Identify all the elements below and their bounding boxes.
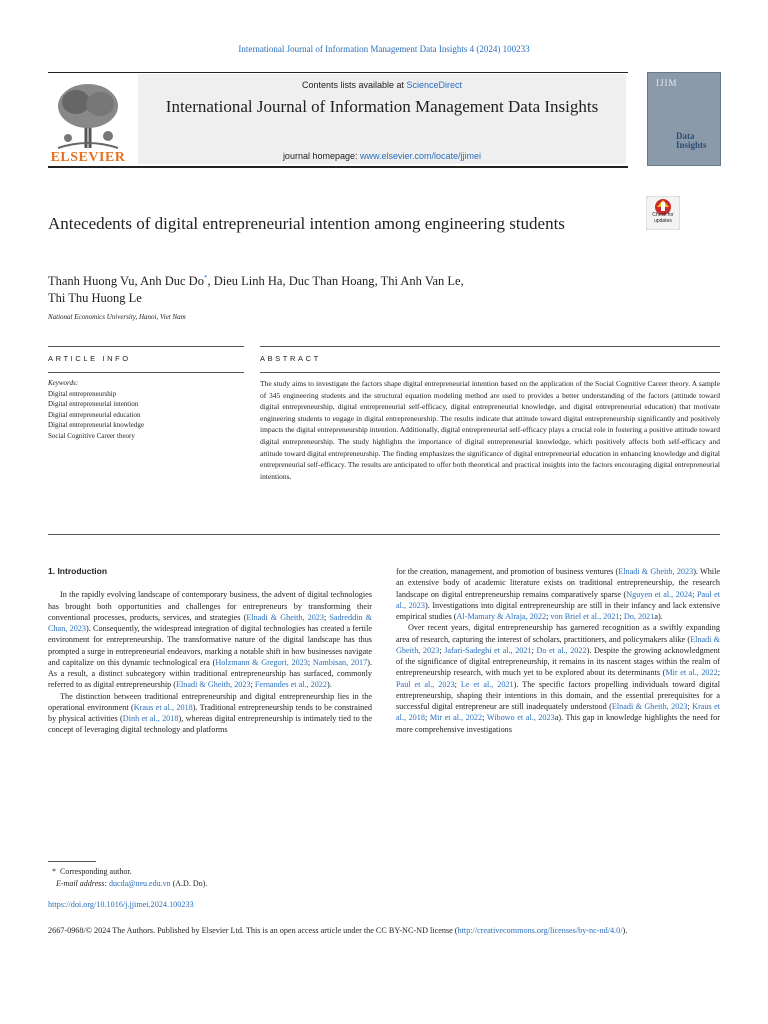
author-2[interactable]: Anh Duc Do: [140, 274, 204, 289]
doi-link[interactable]: https://doi.org/10.1016/j.jjimei.2024.100233: [48, 900, 194, 909]
citation-link[interactable]: Mir et al., 2022: [429, 713, 483, 723]
abstract-text: The study aims to investigate the factors shape digital entrepreneurial intention based on the application of the Social Cognitive Career theory. A sample of 345 engineering students and the structural equation modeling method are used to provides a better understanding of the factors (attitude toward digital entrepreneurship, digital entrepreneurial self-efficacy, digital entrepreneurial knowledge, and digital entrepreneurial education) that motivate engineering students to engage in digital entrepreneurship. The results indicate that attitude toward digital entrepreneurship significantly and positively impacts the digital entrepreneurship intention. Additionally, digital entrepreneurial self-efficacy plays a crucial role in fostering a positive attitude toward digital entrepreneurship. The study highlights the importance of digital entrepreneurial knowledge, which positively affects both self-efficacy and attitude toward digital entrepreneurship. The finding emphasizes the significance of digital entrepreneurial education in enhancing knowledge and digital entrepreneurial self-efficacy. The results are anticipated to offer both theoretical and practical insights into the factors encouraging digital entrepreneurial intentions.: [260, 379, 720, 481]
intro-paragraph-3: Over recent years, digital entrepreneurship has garnered recognition as a swiftly expanding area of research, capturing the interest of scholars, practitioners, and policymakers alike (Elnadi & Gheith, 2023; Jafari-Sadeghi et al., 2021; Do et al., 2022). Despite the growing acknowledgment of the significance of digital entrepreneurship, it remains in its nascent stages within the realm of entrepreneurship research, with much yet to be explored about its determinants (Mir et al., 2022; Paul et al., 2023; Le et al., 2021). The specific factors propelling individuals toward digital entrepreneurship, shaping their intentions in this domain, and the essential prerequisites for a successful digital entrepreneur are still inadequately understood (Elnadi & Gheith, 2023; Kraus et al., 2018; Mir et al., 2022; Wibowo et al., 2023a). This gap in knowledge highlights the need for more comprehensive investigations: [396, 623, 721, 734]
citation-link[interactable]: Paul et al., 2023: [396, 679, 455, 689]
citation-link[interactable]: Elnadi & Gheith, 2023: [618, 567, 694, 576]
keyword-item: Digital entrepreneurial intention: [48, 400, 139, 408]
journal-title: International Journal of Information Management Data Insights: [165, 97, 599, 116]
citation-link[interactable]: Elnadi & Gheith, 2023: [396, 634, 720, 655]
abstract-mid-rule: [260, 372, 720, 373]
citation-link[interactable]: Nguyen et al., 2024: [626, 589, 693, 599]
license-link[interactable]: http://creativecommons.org/licenses/by-nc-nd/4.0/: [457, 926, 623, 935]
author-5: Thi Anh Van Le: [380, 274, 461, 289]
license-text: 2667-0968/© 2024 The Authors. Published by Elsevier Ltd. This is an open access article under the CC BY-NC-ND license (: [48, 926, 458, 935]
keyword-item: Digital entrepreneurship: [48, 389, 117, 398]
contents-prefix: Contents lists available at: [301, 80, 407, 90]
email-suffix: (A.D. Do).: [170, 878, 208, 888]
article-info-mid-rule: [48, 372, 244, 373]
citation-link[interactable]: Paul et al., 2023: [396, 589, 721, 610]
citation-link[interactable]: Kraus et al., 2018: [133, 702, 193, 712]
intro-paragraph-1: In the rapidly evolving landscape of contemporary business, the advent of digital technologies has brought both opportunities and challenges for entrepreneurs by transforming their conventional processes, products, services, and strategies (Elnadi & Gheith, 2023; Sadreddin & Chan, 2023). Consequently, the widespread integration of digital technologies has created a fertile environment for entrepreneurship. The transformative nature of the digital landscape has thus prompted a surge in entrepreneurial endeavors, marking a notable shift in how businesses navigate and capitalize on this dynamic technological era (Holzmann & Gregori, 2023; Nambisan, 2017). As a result, a distinct subcategory within traditional entrepreneurship has surfaced, commonly referred to as digital entrepreneurship (Elnadi & Gheith, 2023; Fernandes et al., 2022).: [48, 590, 373, 690]
affiliation: National Economics University, Hanoi, Viet Nam: [48, 313, 186, 321]
citation-link[interactable]: Al-Mamary & Alraja, 2022: [456, 612, 547, 621]
email-note: [48, 878, 207, 890]
body-column-left: [48, 566, 372, 736]
keyword-item: Digital entrepreneurial education: [48, 410, 141, 419]
author-3: Dieu Linh Ha: [213, 274, 283, 289]
elsevier-wordmark: ELSEVIER: [50, 150, 126, 165]
citation-link[interactable]: Le et al., 2021: [460, 679, 514, 689]
citation-link[interactable]: Elnadi & Gheith, 2023: [611, 702, 688, 711]
license-statement: [48, 925, 720, 937]
cover-title-line1: Data: [676, 131, 695, 141]
banner-bottom-rule: [48, 166, 628, 168]
abstract-bottom-rule: [48, 534, 720, 535]
email-link[interactable]: ducda@neu.edu.vn: [109, 878, 171, 888]
citation-link[interactable]: Do, 2021: [623, 612, 655, 621]
running-head[interactable]: International Journal of Information Management Data Insights 4 (2024) 100233: [238, 44, 530, 54]
sciencedirect-link[interactable]: ScienceDirect: [406, 80, 463, 90]
crossmark-line1: Check for: [652, 212, 674, 218]
citation-link[interactable]: Elnadi & Gheith, 2023: [246, 612, 324, 622]
footnote-rule: [48, 861, 96, 862]
footnote: [48, 866, 207, 889]
citation-link[interactable]: Jafari-Sadeghi et al., 2021: [444, 645, 532, 655]
keywords-label: Keywords:: [48, 379, 79, 387]
intro-paragraph-continued: for the creation, management, and promotion of business ventures (Elnadi & Gheith, 2023). While an extensive body of academic literature exists on traditional entrepreneurship, the research landscape on digital entrepreneurship remains comparatively sparse (Nguyen et al., 2024; Paul et al., 2023). Investigations into digital entrepreneurship are still in their infancy and lack extensive empirical studies (Al-Mamary & Alraja, 2022; von Briel et al., 2021; Do, 2021a).: [396, 567, 721, 621]
section-heading-introduction: 1. Introduction: [48, 566, 108, 576]
citation-link[interactable]: Dinh et al., 2018: [122, 714, 179, 723]
contents-available-line: [138, 80, 626, 90]
corresponding-author-note: [48, 866, 207, 878]
corresponding-author-mark[interactable]: *: [203, 274, 208, 282]
body-column-right: [396, 566, 720, 735]
license-suffix: ).: [622, 926, 628, 935]
check-for-updates-label: [646, 213, 680, 224]
intro-paragraph-2: The distinction between traditional entrepreneurship and digital entrepreneurship lies in the operational environment (Kraus et al., 2018). Traditional entrepreneurship tends to be constrained by physical activities (Dinh et al., 2018), whereas digital entrepreneurship is intimately tied to the concept of leveraging digital technology and platforms: [48, 691, 373, 735]
article-info-heading: ARTICLE INFO: [48, 354, 131, 363]
homepage-prefix: journal homepage:: [282, 151, 360, 161]
cover-acronym: IJIM: [656, 78, 678, 88]
journal-homepage-line: [138, 151, 626, 161]
citation-link[interactable]: Kraus et al., 2018: [396, 702, 721, 723]
author-6: Thi Thu Huong Le: [48, 291, 142, 306]
keyword-item: Digital entrepreneurial knowledge: [48, 421, 145, 429]
citation-link[interactable]: Holzmann & Gregori, 2023: [215, 657, 308, 667]
keyword-item: Social Cognitive Career theory: [48, 431, 135, 440]
citation-link[interactable]: Nambisan, 2017: [312, 657, 368, 667]
cover-title-line2: Insights: [676, 140, 707, 150]
cover-title: [676, 132, 707, 150]
citation-link[interactable]: von Briel et al., 2021: [550, 612, 620, 621]
author-4: Duc Than Hoang: [288, 274, 375, 289]
abstract-top-rule: [260, 346, 720, 347]
paper-title: Antecedents of digital entrepreneurial intention among engineering students: [48, 214, 565, 233]
crossmark-line2: updates: [654, 217, 672, 224]
keywords-block: [48, 378, 248, 441]
citation-link[interactable]: Elnadi & Gheith, 2023: [176, 680, 251, 690]
article-info-top-rule: [48, 346, 244, 347]
citation-link[interactable]: Mir et al., 2022: [665, 668, 718, 678]
author-1: Thanh Huong Vu: [48, 274, 135, 289]
citation-link[interactable]: Sadreddin & Chan, 2023: [48, 612, 373, 633]
email-label: E-mail address:: [56, 878, 108, 888]
citation-link[interactable]: Do et al., 2022: [536, 645, 587, 655]
corresponding-author-text: Corresponding author.: [60, 867, 132, 876]
citation-link[interactable]: Fernandes et al., 2022: [254, 680, 327, 690]
abstract-heading: ABSTRACT: [260, 354, 321, 363]
journal-homepage-link[interactable]: www.elsevier.com/locate/jjimei: [360, 151, 482, 161]
author-list: Thanh Huong Vu, Anh Duc Do*, Dieu Linh Ha, Duc Than Hoang, Thi Anh Van Le, Thi Thu Huong Le: [48, 274, 464, 306]
banner-top-rule: [48, 72, 628, 73]
footnote-mark: *: [52, 867, 56, 876]
citation-link[interactable]: Wibowo et al., 2023: [486, 713, 555, 723]
